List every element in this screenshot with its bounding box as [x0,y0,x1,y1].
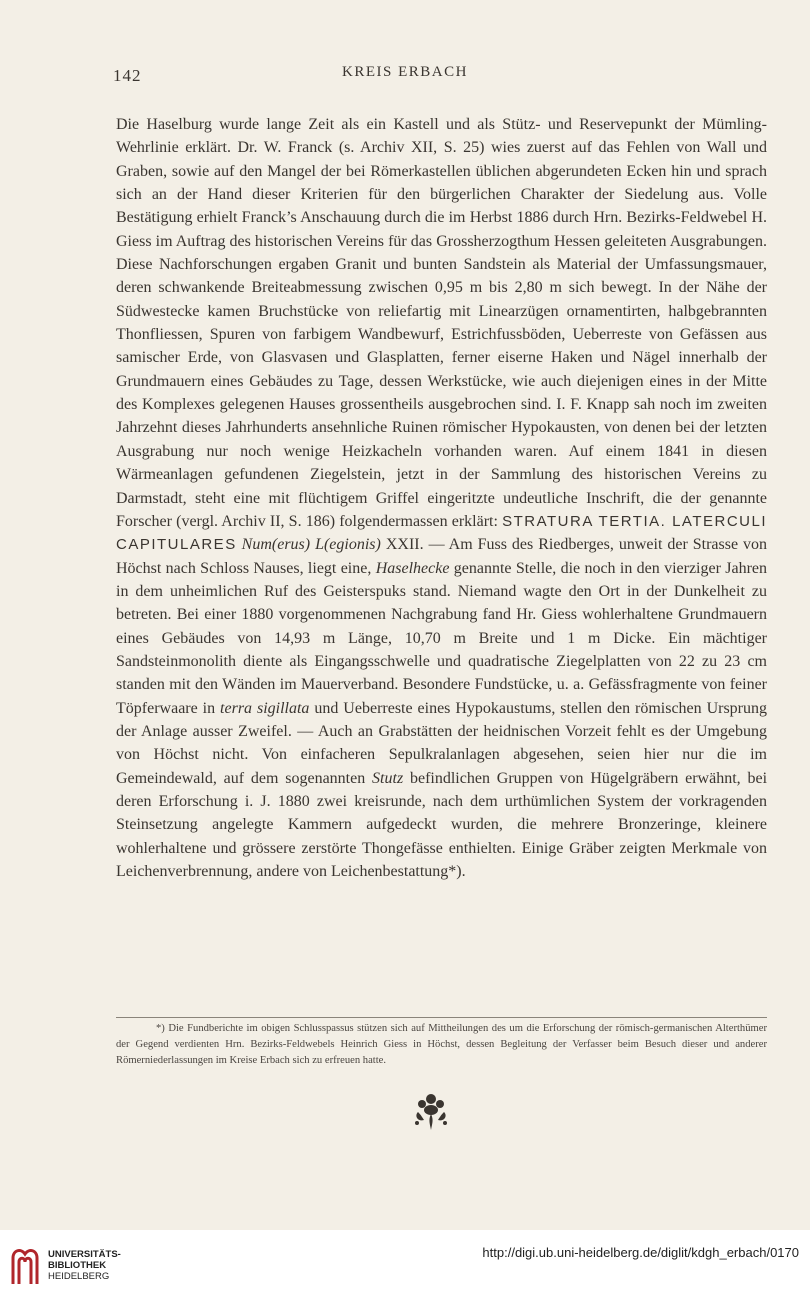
library-line: UNIVERSITÄTS- [48,1249,121,1260]
footnote [116,1021,767,1070]
footnote-rule [116,1017,767,1018]
paragraph [116,113,767,883]
inscription-number: XXII. [385,536,424,554]
library-logo-icon [8,1244,42,1288]
permalink-url[interactable]: http://digi.ub.uni-heidelberg.de/diglit/kdgh_erbach/0170 [482,1245,799,1260]
text-run: Die Haselburg wurde lange Zeit als ein Kastell und als Stütz- und Reservepunkt der Mümling-Wehrlinie erklärt. Dr. W. Franck (s. Archiv XII, S. 25) wies zuerst auf das Fehlen von Wall und Graben, sowie auf den Mangel der bei Römerkastellen üblichen abgerundeten Ecken hin und sprach sich an der Hand dieser Kriterien für den bürgerlichen Charakter der Siedelung aus. Volle Bestätigung erhielt Franck’s Anschauung durch die im Herbst 1886 durch Hrn. Bezirks-Feldwebel H. Giess im Auftrag des historischen Vereins für das Grossherzogthum Hessen geleiteten Ausgrabungen. Diese Nachforschungen ergaben Granit und bunten Sandstein als Material der Umfassungsmauer, deren schwankende Breiteabmessung zwischen 0,95 m bis 2,80 m sich bewegt. In der Nähe der Südwestecke kamen Bruchstücke von reliefartig mit Linearzügen ornamentirten, halbgebrannten Thonfliessen, Spuren von farbigem Wandbewurf, Estrichfussböden, Ueberreste von Gefässen aus samischer Erde, von Glasvasen und Glasplatten, ferner eiserne Haken und Nägel innerhalb der Grundmauern eines Gebäudes zu Tage, dessen Werkstücke, wie auch diejenigen eines in der Mitte des Komplexes gelegenen Hauses grossentheils ausgebrochen sind. I. F. Knapp sah noch im zweiten Jahrzehnt dieses Jahrhunderts ansehnliche Ruinen römischer Hypokausten, von denen bei der letzten Ausgrabung nur noch wenige Heizkacheln vorhanden waren. Auf einem 1841 in diesen Wärmeanlagen gefundenen Ziegelstein, jetzt in der Sammlung des historischen Vereins zu Darmstadt, steht eine mit flüchtigem Griffel eingeritzte undeutliche Inschrift, die der genannte Forscher (vergl. Archiv II, S. 186) folgendermassen erklärt: [116,116,767,530]
place-name: Stutz [372,769,404,787]
main-text [116,113,767,883]
library-line: BIBLIOTHEK [48,1260,107,1271]
place-name: Haselhecke [375,559,450,577]
text-run: und Ueberreste eines Hypokaustums, stellen den römischen Ursprung der Anlage ausser Zweifel. — Auch an Grabstätten der heidnischen Vorzeit fehlt es der Umgebung von Höchst nicht. Von einfacheren Sepulkralanlagen abgesehen, seien hier nur die im Gemeindewald, auf dem sogenannten [116,699,768,787]
text-run: befindlichen Gruppen von Hügelgräbern erwähnt, bei deren Erforschung i. J. 1880 zwei kreisrunde, nach dem urthümlichen System der vorkragenden Steinsetzung angelegte Kammern aufgedeckt wurden, die mehrere Bronzeringe, kleinere wohlerhaltene und grössere zerstörte Thongefässe enthielten. Einige Gräber zeigten Merkmale von Leichenverbrennung, andere von Leichenbestattung*). [116,769,768,880]
inscription-text: STRATURA TERTIA. LATERCULI CAPITULARES [116,512,768,554]
library-line: HEIDELBERG [48,1271,110,1282]
text-run: genannte Stelle, die noch in den vierziger Jahren in dem unheimlichen Ruf des Geisterspuks stand. Niemand wagte den Ort in der Dunkelheit zu betreten. Bei einer 1880 vorgenommenen Nachgrabung fand Hr. Giess wohlerhaltene Grundmauern eines Gebäudes von 14,93 m Länge, 10,70 m Breite und 1 m Dicke. Ein mächtiger Sandsteinmonolith diente als Eingangsschwelle und quadratische Ziegelplatten von 22 zu 23 cm standen mit den Wänden im Mauerverband. Besondere Fundstücke, u. a. Gefässfragmente von feiner Töpferwaare in [116,559,768,717]
viewer-footer [0,1230,810,1298]
page-number: 142 [113,66,142,85]
running-head: KREIS ERBACH [342,64,468,80]
latin-term: terra sigillata [220,699,310,717]
inscription-abbrev: L(egionis) [315,536,381,554]
text-run: — Am Fuss des Riedberges, unweit der Strasse von Höchst nach Schloss Nauses, liegt eine, [116,536,768,577]
inscription-abbrev: Num(erus) [241,536,311,554]
library-name [48,1249,121,1282]
floral-ornament-icon [410,1090,452,1136]
footnote-text: *) Die Fundberichte im obigen Schlusspassus stützen sich auf Mittheilungen des um die Erforschung der römisch-germanischen Alterthümer der Gegend verdienten Hrn. Bezirks-Feldwebels Heinrich Giess in Höchst, dessen Begleitung der Verfasser beim Besuch dieser und anderer Römerniederlassungen im Kreise Erbach sich zu erfreuen hatte. [116,1023,767,1067]
